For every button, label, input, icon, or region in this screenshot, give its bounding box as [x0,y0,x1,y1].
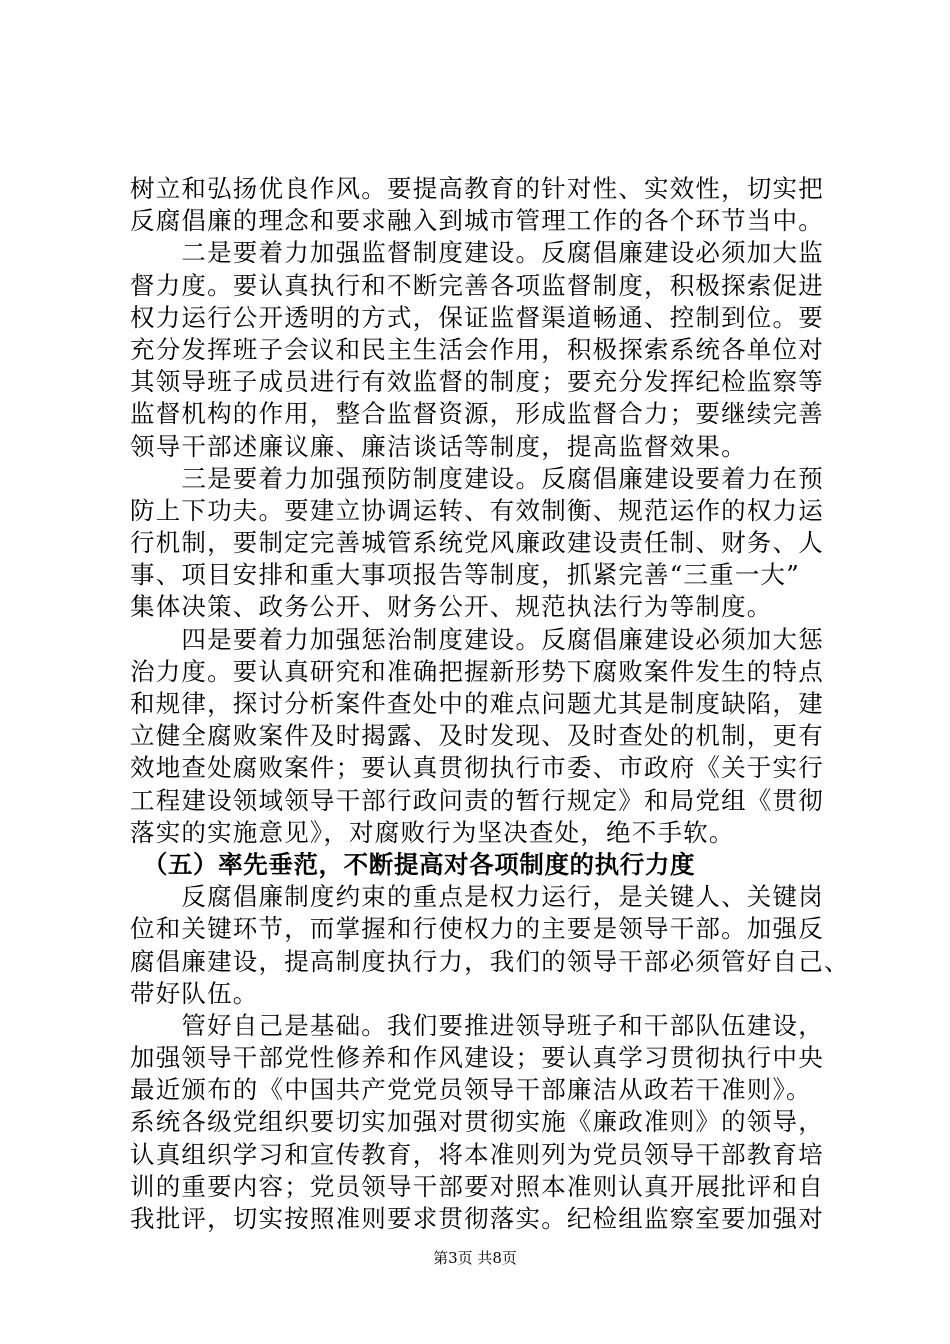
text-line: 位和关键环节，而掌握和行使权力的主要是领导干部。加强反 [130,914,824,944]
text-line: 充分发挥班子会议和民主生活会作用，积极探索系统各单位对 [130,334,824,364]
text-line: 管好自己是基础。我们要推进领导班子和干部队伍建设， [130,1010,824,1040]
text-line: 权力运行公开透明的方式，保证监督渠道畅通、控制到位。要 [130,302,824,332]
text-line: 工程建设领域领导干部行政问责的暂行规定》和局党组《贯彻 [130,785,824,815]
text-line: 反腐倡廉制度约束的重点是权力运行，是关键人、关键岗 [130,882,824,912]
text-line: 加强领导干部党性修养和作风建设；要认真学习贯彻执行中央 [130,1043,824,1073]
text-line: 带好队伍。 [130,978,259,1008]
text-line: 效地查处腐败案件；要认真贯彻执行市委、市政府《关于实行 [130,753,824,783]
text-line: 落实的实施意见》，对腐败行为坚决查处，绝不手软。 [130,817,735,847]
text-line: 最近颁布的《中国共产党党员领导干部廉洁从政若干准则》。 [130,1075,812,1105]
text-line: 事、项目安排和重大事项报告等制度，抓紧完善“三重一大” [130,560,800,590]
text-line: 二是要着力加强监督制度建设。反腐倡廉建设必须加大监 [130,238,824,268]
text-line: 治力度。要认真研究和准确把握新形势下腐败案件发生的特点 [130,656,824,686]
text-line: 监督机构的作用，整合监督资源，形成监督合力；要继续完善 [130,399,824,429]
text-line: 其领导班子成员进行有效监督的制度；要充分发挥纪检监察等 [130,367,824,397]
text-line: 认真组织学习和宣传教育，将本准则列为党员领导干部教育培 [130,1139,824,1169]
text-line: 行机制，要制定完善城管系统党风廉政建设责任制、财务、人 [130,528,824,558]
section-heading: （五）率先垂范，不断提高对各项制度的执行力度 [130,849,696,879]
text-line: 立健全腐败案件及时揭露、及时发现、及时查处的机制，更有 [130,721,824,751]
page-footer: 第3页 共8页 [433,1249,517,1267]
text-line: 防上下功夫。要建立协调运转、有效制衡、规范运作的权力运 [130,495,824,525]
text-line: 三是要着力加强预防制度建设。反腐倡廉建设要着力在预 [130,463,824,493]
text-line: 系统各级党组织要切实加强对贯彻实施《廉政准则》的领导， [130,1107,824,1137]
text-line: 树立和弘扬优良作风。要提高教育的针对性、实效性，切实把 [130,174,824,203]
text-line: 训的重要内容；党员领导干部要对照本准则认真开展批评和自 [130,1171,824,1201]
text-line: 反腐倡廉的理念和要求融入到城市管理工作的各个环节当中。 [130,206,824,236]
text-line: 腐倡廉建设，提高制度执行力，我们的领导干部必须管好自己、 [130,946,850,976]
text-line: 和规律，探讨分析案件查处中的难点问题尤其是制度缺陷，建 [130,689,824,718]
text-line: 督力度。要认真执行和不断完善各项监督制度，积极探索促进 [130,270,824,300]
text-line: 我批评，切实按照准则要求贯彻落实。纪检组监察室要加强对 [130,1204,824,1233]
text-line: 四是要着力加强惩治制度建设。反腐倡廉建设必须加大惩 [130,624,824,654]
text-line: 领导干部述廉议廉、廉洁谈话等制度，提高监督效果。 [130,431,747,461]
text-line: 集体决策、政务公开、财务公开、规范执法行为等制度。 [130,592,773,622]
document-body [130,173,850,1235]
